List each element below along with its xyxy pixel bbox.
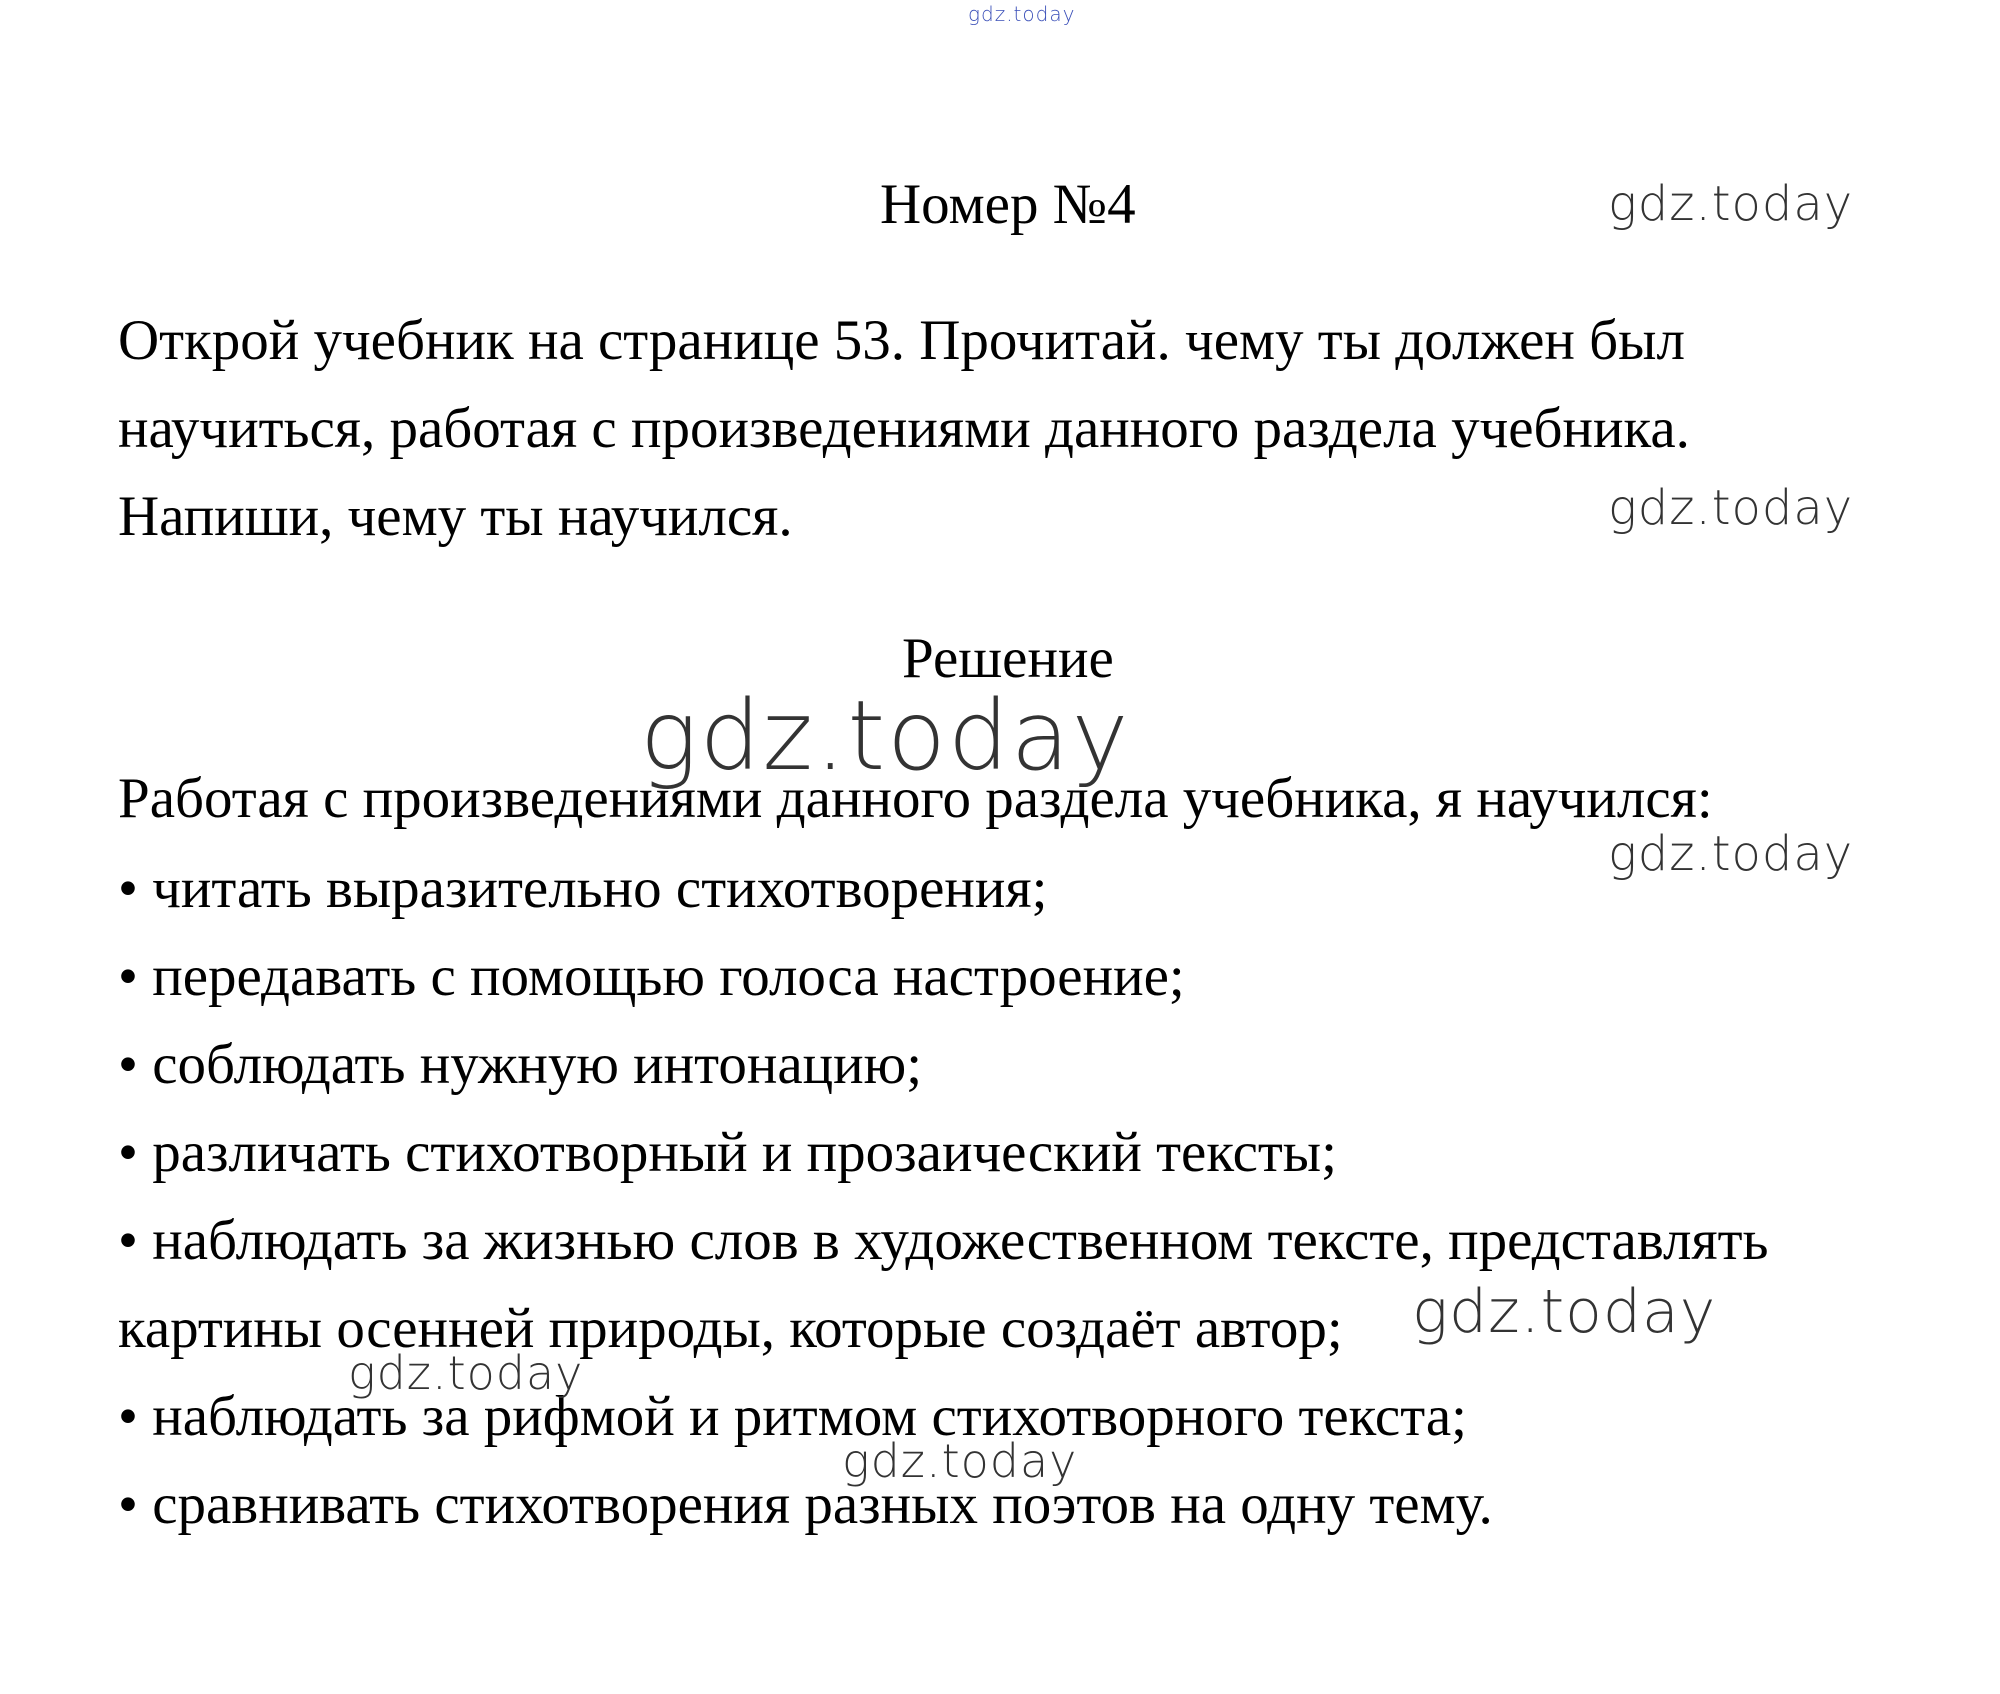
task-line-2: научиться, работая с произведениями данного раздела учебника. bbox=[118, 397, 1690, 460]
watermark-center-large: gdz.today bbox=[640, 680, 1131, 792]
answer-item-1: • читать выразительно стихотворения; bbox=[118, 857, 1048, 920]
watermark-side-3: gdz.today bbox=[1608, 826, 1854, 882]
solution-heading: Решение bbox=[902, 627, 1114, 690]
answer-intro: Работая с произведениями данного раздела учебника, я научился: bbox=[118, 767, 1713, 830]
answer-item-6: • наблюдать за рифмой и ритмом стихотворного текста; bbox=[118, 1385, 1467, 1448]
answer-item-3: • соблюдать нужную интонацию; bbox=[118, 1033, 923, 1096]
answer-item-7: • сравнивать стихотворения разных поэтов на одну тему. bbox=[118, 1473, 1493, 1536]
answer-item-4: • различать стихотворный и прозаический тексты; bbox=[118, 1121, 1337, 1184]
watermark-side-1: gdz.today bbox=[1608, 176, 1854, 232]
task-line-1: Открой учебник на странице 53. Прочитай. чему ты должен был bbox=[118, 309, 1685, 372]
answer-item-2: • передавать с помощью голоса настроение; bbox=[118, 945, 1185, 1008]
answer-item-5-line-2: картины осенней природы, которые создаёт автор; bbox=[118, 1297, 1343, 1360]
page-title: Номер №4 bbox=[880, 173, 1136, 236]
watermark-inline-2: gdz.today bbox=[842, 1434, 1078, 1488]
watermark-top: gdz.today bbox=[968, 2, 1076, 26]
watermark-inline-1: gdz.today bbox=[348, 1346, 584, 1400]
watermark-side-4: gdz.today bbox=[1412, 1277, 1717, 1347]
answer-item-5-line-1: • наблюдать за жизнью слов в художественном тексте, представлять bbox=[118, 1209, 1769, 1272]
watermark-side-2: gdz.today bbox=[1608, 480, 1854, 536]
task-line-3: Напиши, чему ты научился. bbox=[118, 485, 793, 548]
